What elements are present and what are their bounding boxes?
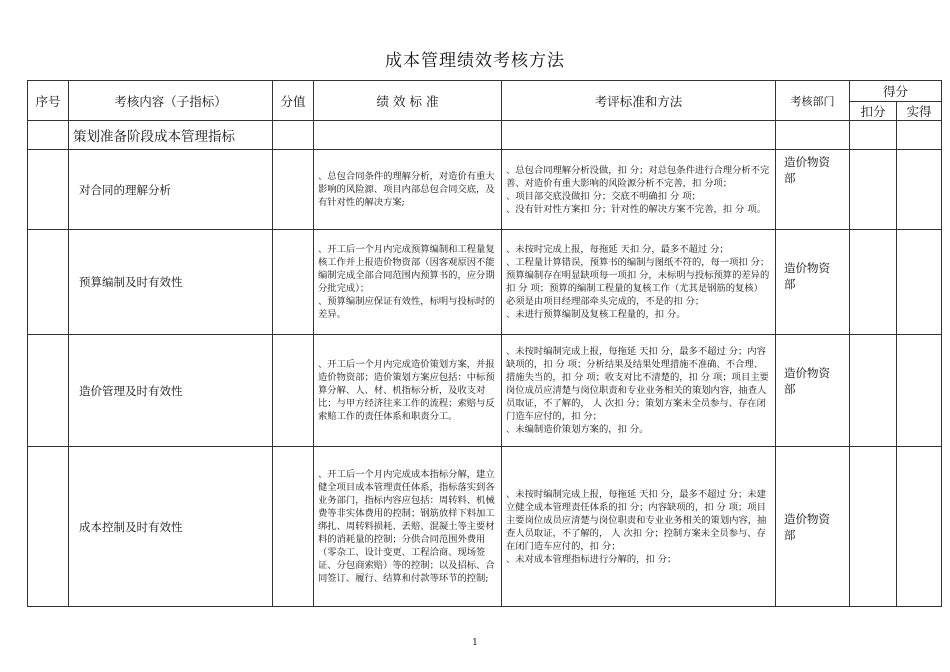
dept-label: 造价物资部: [776, 335, 850, 447]
standard-text: 、开工后一个月内完成成本指标分解，建立健全项目成本管理责任体系，指标落实到各业务部门，指标内容应包括：周转料、机械费等非实体费用的控制；钢筋放样下料加工绑扎、周转料损耗、丢赔、混凝土等主要材料的消耗量的控制；分供合同范围外费用（零杂工、设计变更、工程洽商、现场签证、分包商索赔）等的控制；以及招标、合同签订、履行、结算和付款等环节的控制;: [314, 447, 502, 607]
header-row: [28, 81, 942, 102]
header-seq: 序号: [28, 81, 69, 121]
method-text: 、未按时完成上报，每拖延 天扣 分，最多不超过 分； 、工程量计算错误，预算书的编制与图纸不符的，每一项扣 分；预算编制存在明显缺项每一项扣 分，未标明与投标预算的差异的扣 分 项；预算的编制工程量的复核工作（尤其是钢筋的复核）必须是由项目经理部牵头完成的，不是的扣 分； 、未进行预算编制及复核工程量的，扣 分。: [502, 230, 776, 335]
score-cell: [273, 447, 314, 607]
seq-cell: [28, 335, 69, 447]
deduct-cell: [850, 447, 897, 607]
empty-cell: [897, 121, 942, 150]
item-label: 预算编制及时有效性: [69, 230, 273, 335]
header-score: 分值: [273, 81, 314, 121]
seq-cell: [28, 230, 69, 335]
score-cell: [273, 335, 314, 447]
empty-cell: [776, 121, 850, 150]
section-row: [28, 121, 942, 150]
deduct-cell: [850, 230, 897, 335]
seq-cell: [28, 150, 69, 230]
page-number: 1: [472, 638, 478, 648]
table-row: [28, 447, 942, 607]
actual-cell: [897, 447, 942, 607]
score-cell: [273, 150, 314, 230]
score-cell: [273, 230, 314, 335]
dept-label: 造价物资部: [776, 150, 850, 230]
deduct-cell: [850, 335, 897, 447]
table-row: [28, 335, 942, 447]
standard-text: 、总包合同条件的理解分析，对造价有重大影响的风险源、项目内部总包合同交底，及有针对性的解决方案;: [314, 150, 502, 230]
dept-label: 造价物资部: [776, 447, 850, 607]
method-text: 、未按时编制完成上报，每拖延 天扣 分，最多不超过 分；内容缺项的，扣 分 项；分析结果及结果处理措施不准确、不合理、措施失当的，扣 分 项；收支对比不清楚的，扣 分 项；项目主要岗位成员应清楚与岗位职责和专业业务相关的策划内容，抽查人员取证，不了解的， 人 次扣 分；策划方案未全员参与、存在闭门造车应付的，扣 分； 、未编制造价策划方案的，扣 分。: [502, 335, 776, 447]
standard-text: 、开工后一个月内完成造价策划方案，并报造价物资部；造价策划方案应包括：中标预算分解、人、材、机指标分析，及收支对比；与甲方经济往来工作的流程；索赔与反索赔工作的责任体系和职责分工。: [314, 335, 502, 447]
table-row: [28, 150, 942, 230]
actual-cell: [897, 150, 942, 230]
method-text: 、未按时编制完成上报，每拖延 天扣 分，最多不超过 分；未建立健全成本管理责任体系的扣 分；内容缺项的，扣 分 项；项目主要岗位成员应清楚与岗位职责和专业业务相关的策划内容，抽查人员取证，不了解的， 人 次扣 分；控制方案未全员参与、存在闭门造车应付的，扣 分； 、未对成本管理指标进行分解的，扣 分；: [502, 447, 776, 607]
empty-cell: [850, 121, 897, 150]
dept-label: 造价物资部: [776, 230, 850, 335]
header-method: 考评标准和方法: [502, 81, 776, 121]
empty-cell: [314, 121, 502, 150]
item-label: 成本控制及时有效性: [69, 447, 273, 607]
header-dept: 考核部门: [776, 81, 850, 121]
item-label: 造价管理及时有效性: [69, 335, 273, 447]
header-content: 考核内容（子指标）: [69, 81, 273, 121]
deduct-cell: [850, 150, 897, 230]
standard-text: 、开工后一个月内完成预算编制和工程量复核工作并上报造价物资部（因客观原因不能编制完成全部合同范围内预算书的，应分期分批完成）； 、预算编制应保证有效性，标明与投标时的差异。: [314, 230, 502, 335]
item-label: 对合同的理解分析: [69, 150, 273, 230]
assessment-table: [27, 80, 942, 607]
method-text: 、总包合同理解分析没做，扣 分；对总包条件进行合理分析不完善、对造价有重大影响的风险源分析不完善，扣 分项； 、项目部交底没做扣 分；交底不明确扣 分 项； 、没有针对性方案扣 分；针对性的解决方案不完善，扣 分 项。: [502, 150, 776, 230]
section-seq-cell: [28, 121, 69, 150]
section-title: 策划准备阶段成本管理指标: [69, 121, 273, 150]
seq-cell: [28, 447, 69, 607]
empty-cell: [273, 121, 314, 150]
empty-cell: [502, 121, 776, 150]
actual-cell: [897, 335, 942, 447]
table-row: [28, 230, 942, 335]
header-actual: 实得: [897, 102, 942, 121]
header-grade: 得分: [850, 81, 942, 102]
actual-cell: [897, 230, 942, 335]
header-standard: 绩 效 标 准: [314, 81, 502, 121]
document-title: 成本管理绩效考核方法: [385, 51, 565, 71]
header-deduct: 扣分: [850, 102, 897, 121]
